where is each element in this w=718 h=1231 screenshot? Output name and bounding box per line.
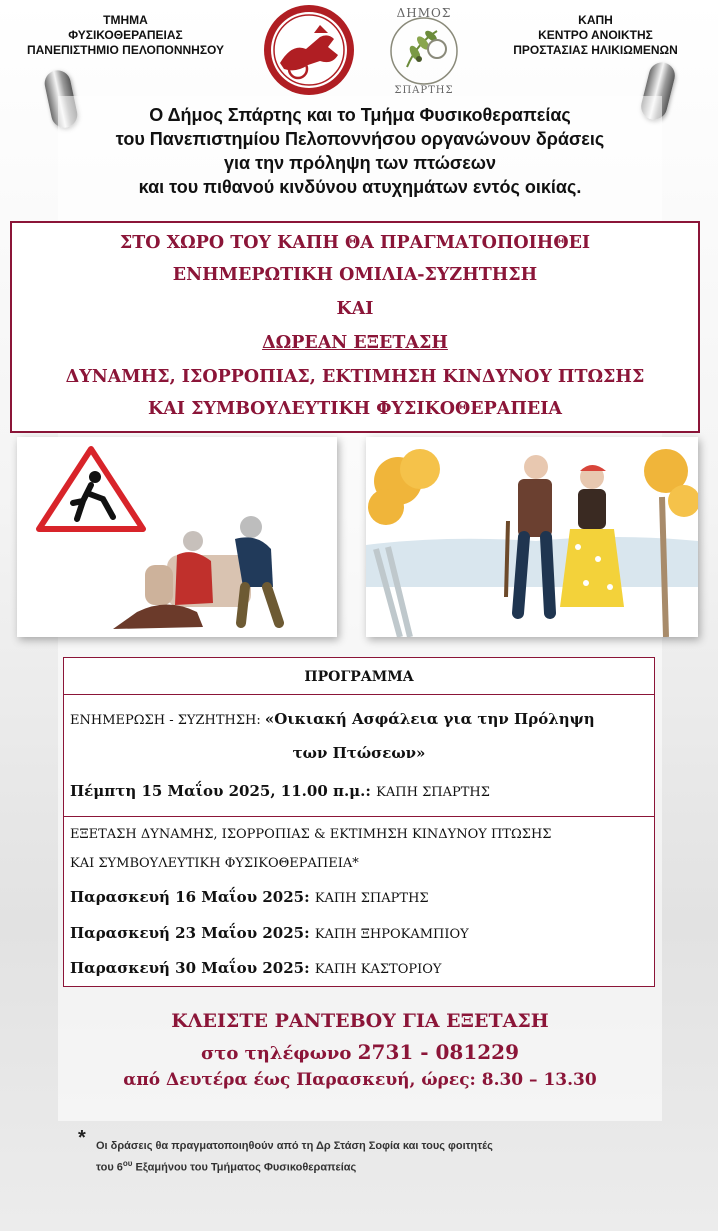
footnote-superscript: ου (122, 1159, 133, 1168)
program-box (63, 657, 655, 987)
program-exam-line: ΕΞΕΤΑΣΗ ΔΥΝΑΜΗΣ, ΙΣΟΡΡΟΠΙΑΣ & ΕΚΤΙΜΗΣΗ ΚΙΝΔΥΝΟΥ ΠΤΩΣΗΣ (70, 827, 552, 842)
cta-phone-prefix: στο τηλέφωνο (201, 1043, 358, 1064)
program-session (70, 959, 441, 977)
municipality-logo-top-text: ΔΗΜΟΣ (396, 6, 452, 20)
program-exam-line: ΚΑΙ ΣΥΜΒΟΥΛΕΥΤΙΚΗ ΦΥΣΙΚΟΘΕΡΑΠΕΙΑ* (70, 856, 359, 871)
announcement-free-exam: ΔΩΡΕΑΝ ΕΞΕΤΑΣΗ (262, 333, 448, 353)
cta-hours: από Δευτέρα έως Παρασκευή, ώρες: 8.30 – 13.30 (123, 1070, 597, 1090)
program-talk-label: ΕΝΗΜΕΡΩΣΗ - ΣΥΖΗΤΗΣΗ: (70, 713, 265, 728)
divider (64, 694, 654, 695)
program-talk-title: «Οικιακή Ασφάλεια για την Πρόληψη (264, 710, 595, 728)
municipality-logo-bottom-text: ΣΠΑΡΤΗΣ (394, 85, 454, 96)
intro-line: και του πιθανού κινδύνου ατυχημάτων εντός οικίας. (138, 177, 582, 197)
footnote-line (80, 1155, 680, 1177)
university-seal-logo (262, 3, 356, 97)
cta-phone-line (58, 1040, 662, 1064)
announcement-line: ΣΤΟ ΧΩΡΟ ΤΟΥ ΚΑΠΗ ΘΑ ΠΡΑΓΜΑΤΟΠΟΙΗΘΕΙ (119, 233, 591, 253)
header-right-line: ΚΑΠΗ (578, 13, 613, 27)
announcement-line: ΚΑΙ (336, 299, 374, 319)
header-left-line: ΦΥΣΙΚΟΘΕΡΑΠΕΙΑΣ (68, 28, 183, 42)
intro-line: για την πρόληψη των πτώσεων (224, 153, 496, 173)
intro-line: του Πανεπιστημίου Πελοποννήσου οργανώνουν δράσεις (115, 129, 605, 149)
announcement-line: ΕΝΗΜΕΡΩΤΙΚΗ ΟΜΙΛΙΑ-ΣΥΖΗΤΗΣΗ (172, 265, 538, 285)
session-place: ΚΑΠΗ ΞΗΡΟΚΑΜΠΙΟΥ (314, 927, 469, 942)
program-talk-date: Πέμπτη 15 Μαΐου 2025, 11.00 π.μ.: (70, 782, 377, 800)
program-session (70, 888, 429, 906)
intro-text (40, 103, 680, 199)
footnote-text: Εξαμήνου του Τμήματος Φυσικοθεραπείας (132, 1161, 357, 1174)
program-talk-title-cont: των Πτώσεων» (292, 744, 426, 762)
session-place: ΚΑΠΗ ΣΠΑΡΤΗΣ (314, 891, 429, 906)
session-date: Παρασκευή 30 Μαΐου 2025: (70, 959, 315, 977)
header-right-line: ΠΡΟΣΤΑΣΙΑΣ ΗΛΙΚΙΩΜΕΝΩΝ (513, 43, 678, 57)
footnote-line: Οι δράσεις θα πραγματοποιηθούν από τη Δρ Στάση Σοφία και τους φοιτητές (96, 1140, 493, 1152)
header-right-org (488, 13, 703, 58)
header-left-org (18, 13, 233, 58)
footnote-text: του 6 (96, 1161, 123, 1174)
divider (64, 816, 654, 817)
header-right-line: ΚΕΝΤΡΟ ΑΝΟΙΚΤΗΣ (538, 28, 653, 42)
announcement-box (10, 221, 700, 433)
header-left-line: ΤΜΗΜΑ (103, 13, 148, 27)
program-session (70, 924, 469, 942)
program-title: ΠΡΟΓΡΑΜΜΑ (304, 669, 414, 685)
footnote-asterisk: * (78, 1127, 86, 1149)
session-date: Παρασκευή 16 Μαΐου 2025: (70, 888, 315, 906)
program-talk-line (70, 710, 595, 728)
announcement-line: ΚΑΙ ΣΥΜΒΟΥΛΕΥΤΙΚΗ ΦΥΣΙΚΟΘΕΡΑΠΕΙΑ (148, 399, 562, 419)
cta-title: ΚΛΕΙΣΤΕ ΡΑΝΤΕΒΟΥ ΓΙΑ ΕΞΕΤΑΣΗ (171, 1010, 549, 1032)
program-talk-date-line (70, 782, 490, 800)
header-left-line: ΠΑΝΕΠΙΣΤΗΜΙΟ ΠΕΛΟΠΟΝΝΗΣΟΥ (26, 43, 225, 57)
session-date: Παρασκευή 23 Μαΐου 2025: (70, 924, 315, 942)
footnote (78, 1127, 680, 1177)
announcement-line: ΔΥΝΑΜΗΣ, ΙΣΟΡΡΟΠΙΑΣ, ΕΚΤΙΜΗΣΗ ΚΙΝΔΥΝΟΥ ΠΤΩΣΗΣ (65, 367, 645, 387)
municipality-logo (377, 3, 471, 97)
fall-illustration (17, 437, 337, 637)
cta-phone-number: 2731 - 081229 (357, 1040, 519, 1064)
session-place: ΚΑΠΗ ΚΑΣΤΟΡΙΟΥ (314, 962, 442, 977)
elderly-couple-illustration (366, 437, 698, 637)
intro-line: Ο Δήμος Σπάρτης και το Τμήμα Φυσικοθεραπείας (149, 105, 571, 125)
program-talk-place: ΚΑΠΗ ΣΠΑΡΤΗΣ (376, 785, 490, 800)
